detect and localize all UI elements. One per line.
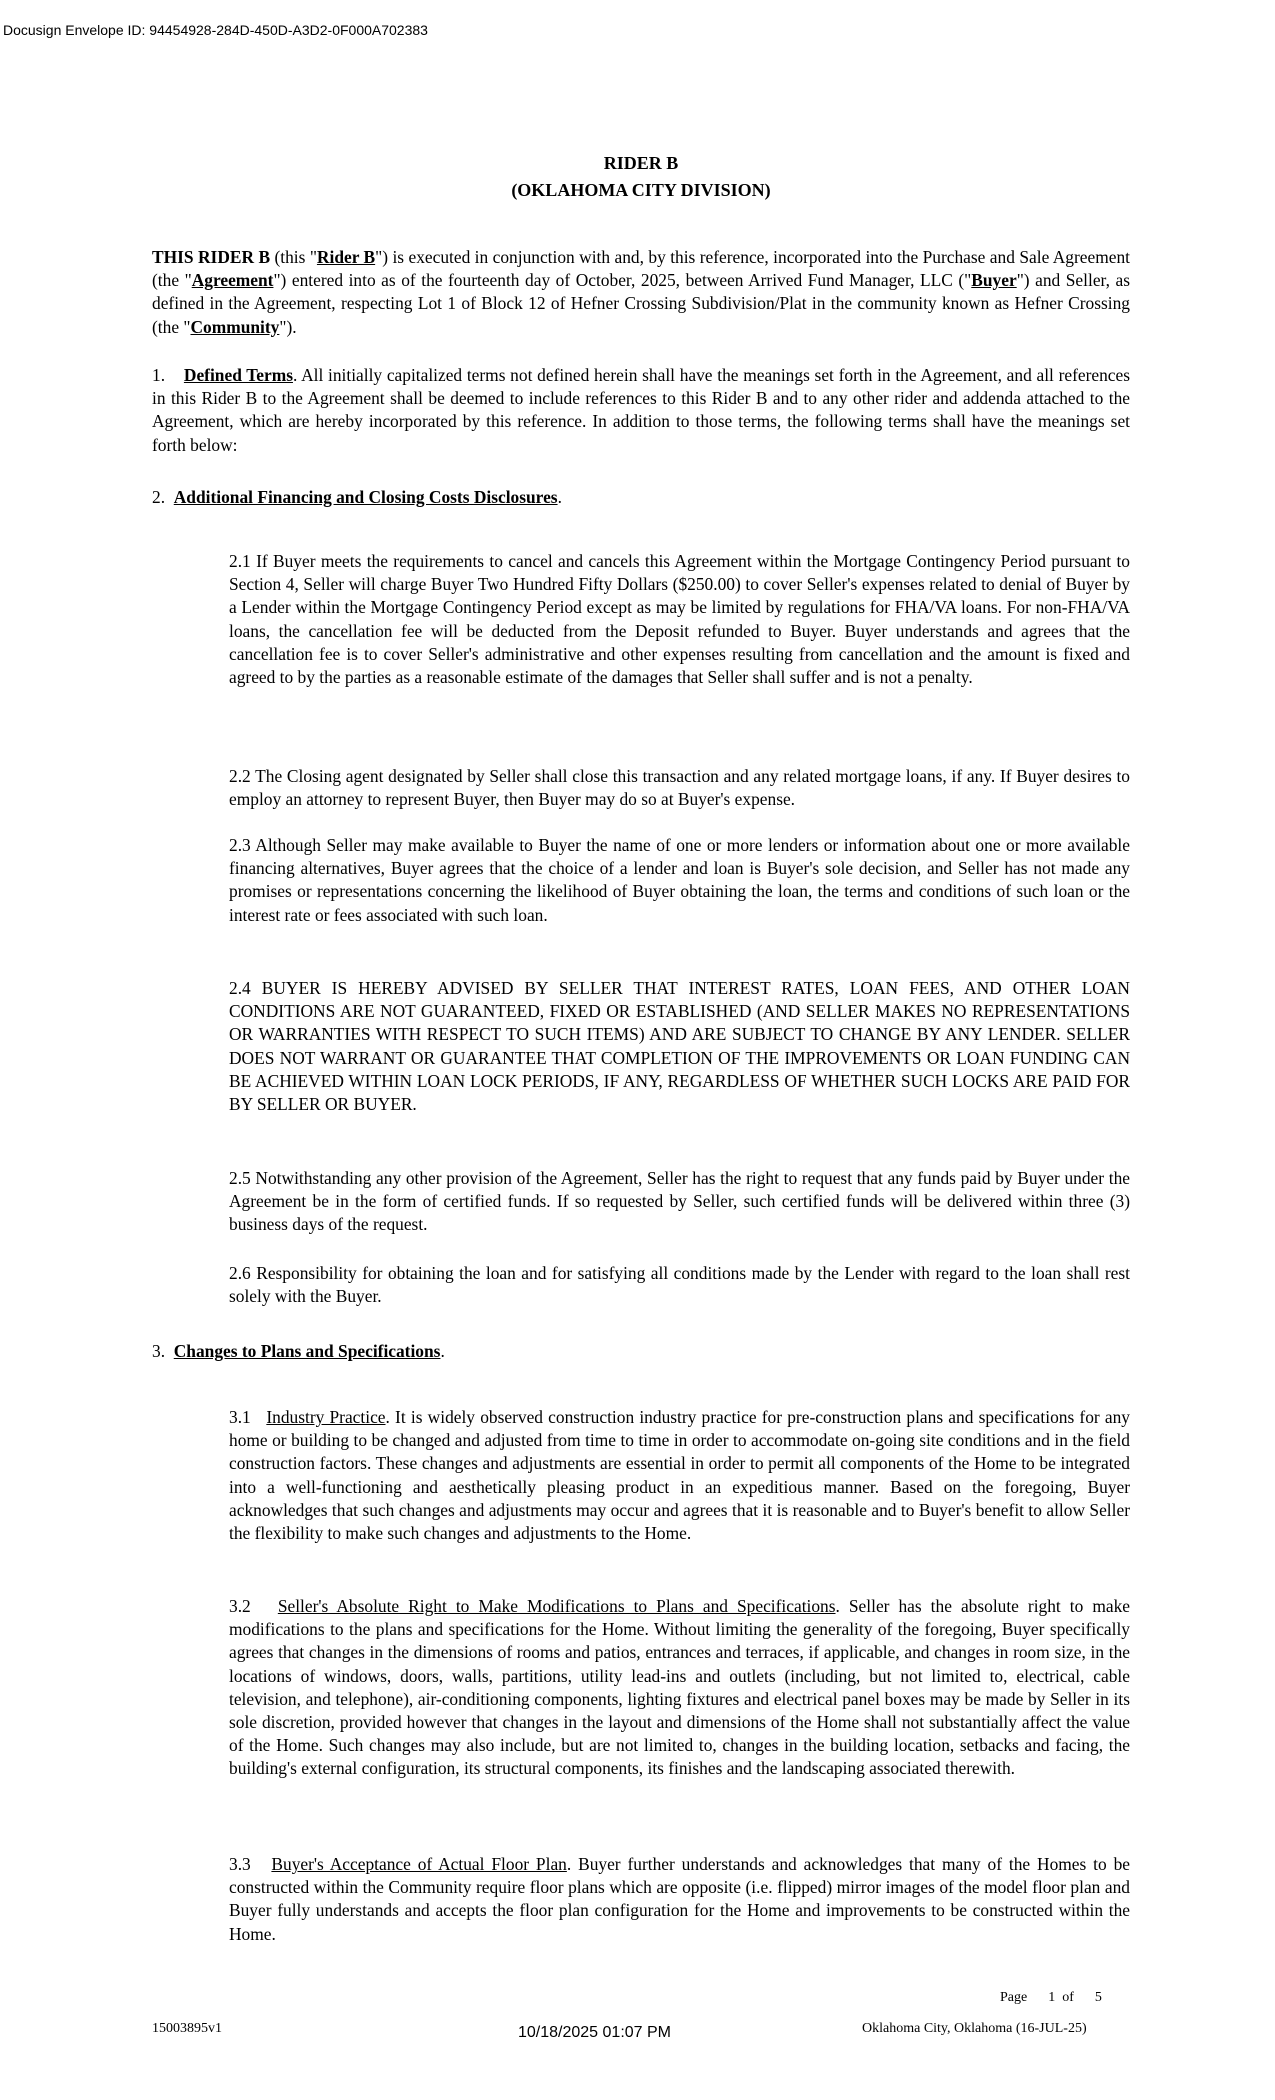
intro-lead: THIS RIDER B (152, 247, 271, 267)
intro-text-2: ") is executed in conjunction with and, by this reference, incorporated into the Purchase and Sale Agreement (the " (152, 247, 1131, 291)
paragraph-3-2-text: . Seller has the absolute right to make modifications to the plans and specifications for the Home. Without limiting the generality of the foregoing, Buyer specifically agrees that changes in the dimensions of rooms and patios, entrances and terraces, if applicable, and changes in room size, in the locations of windows, doors, walls, partitions, utility lead-ins and outlets (including, but not limited to, electrical, cable television, and telephone), air-conditioning components, lighting fixtures and electrical panel boxes may be made by Seller in its sole discretion, provided however that changes in the layout and dimensions of the Home shall not substantially affect the value of the Home. Such changes may also include, but are not limited to, changes in the building location, setbacks and facing, the building's external configuration, its structural components, its finishes and the landscaping associated therewith. (229, 1596, 1130, 1779)
intro-paragraph (152, 246, 1130, 339)
section-2-heading-line (152, 486, 1130, 509)
section-1-heading: Defined Terms (183, 365, 293, 385)
paragraph-3-1-number: 3.1 (229, 1407, 251, 1427)
section-3-number: 3. (152, 1341, 166, 1361)
paragraph-2-4: 2.4 BUYER IS HEREBY ADVISED BY SELLER THAT INTEREST RATES, LOAN FEES, AND OTHER LOAN CONDITIONS ARE NOT GUARANTEED, FIXED OR ESTABLISHED (AND SELLER MAKES NO REPRESENTATIONS OR WARRANTIES WITH RESPECT TO SUCH ITEMS) AND ARE SUBJECT TO CHANGE BY ANY LENDER. SELLER DOES NOT WARRANT OR GUARANTEE THAT COMPLETION OF THE IMPROVEMENTS OR LOAN FUNDING CAN BE ACHIEVED WITHIN LOAN LOCK PERIODS, IF ANY, REGARDLESS OF WHETHER SUCH LOCKS ARE PAID FOR BY SELLER OR BUYER. (229, 978, 1130, 1115)
paragraph-3-3-text: . Buyer further understands and acknowledges that many of the Homes to be constructed within the Community require floor plans which are opposite (i.e. flipped) mirror images of the model floor plan and Buyer fully understands and accepts the floor plan configuration for the Home and improvements to be constructed within the Home. (229, 1854, 1130, 1944)
section-1-defined-terms (152, 364, 1130, 457)
section-3-heading-line (152, 1340, 1130, 1363)
page-indicator (1000, 1990, 1102, 2006)
signing-timestamp: 10/18/2025 01:07 PM (518, 2024, 672, 2041)
page-title (152, 150, 1130, 204)
title-line-2: (OKLAHOMA CITY DIVISION) (511, 180, 771, 200)
intro-text-1: (this " (270, 247, 317, 267)
paragraph-3-2-number: 3.2 (229, 1596, 251, 1616)
paragraph-3-1-heading: Industry Practice (266, 1407, 386, 1427)
paragraph-2-5: 2.5 Notwithstanding any other provision of the Agreement, Seller has the right to request that any funds paid by Buyer under the Agreement be in the form of certified funds. If so requested by Seller, such certified funds will be delivered within three (3) business days of the request. (229, 1168, 1130, 1235)
paragraph-3-1 (229, 1406, 1130, 1545)
page-label: Page (1000, 1990, 1028, 2005)
paragraph-3-1-text: . It is widely observed construction industry practice for pre-construction plans and specifications for any home or building to be changed and adjusted from time to time in order to accommodate on-going site conditions and in the field construction factors. These changes and adjustments are essential in order to permit all components of the Home to be integrated into a well-functioning and aesthetically pleasing product in an expeditious manner. Based on the foregoing, Buyer acknowledges that such changes and adjustments may occur and agrees that it is reasonable and to Buyer's benefit to allow Seller the flexibility to make such changes and adjustments to the Home. (229, 1407, 1131, 1544)
paragraph-3-2 (229, 1595, 1130, 1781)
defined-term-rider-b: Rider B (316, 247, 376, 267)
paragraph-3-3-number: 3.3 (229, 1854, 251, 1874)
intro-text-4: ") and Seller, as defined in the Agreement, respecting Lot 1 of Block 12 of Hefner Crossing Subdivision/Plat in the community known as Hefner Crossing (the " (152, 270, 1131, 337)
section-2-period: . (557, 487, 562, 507)
defined-term-community: Community (190, 316, 280, 337)
intro-text-3: ") entered into as of the fourteenth day of October, 2025, between Arrived Fund Manager, LLC (" (273, 270, 972, 291)
intro-text-5: "). (279, 316, 297, 337)
defined-term-agreement: Agreement (191, 270, 274, 291)
paragraph-2-3: 2.3 Although Seller may make available to Buyer the name of one or more lenders or information about one or more available financing alternatives, Buyer agrees that the choice of a lender and loan is Buyer's sole decision, and Seller has not made any promises or representations concerning the likelihood of Buyer obtaining the loan, the terms and conditions of such loan or the interest rate or fees associated with such loan. (229, 835, 1130, 925)
paragraph-2-6: 2.6 Responsibility for obtaining the loan and for satisfying all conditions made by the Lender with regard to the loan shall rest solely with the Buyer. (229, 1263, 1130, 1307)
document-code: 15003895v1 (152, 2021, 222, 2036)
section-2-number: 2. (152, 487, 166, 507)
paragraph-3-2-heading: Seller's Absolute Right to Make Modifications to Plans and Specifications (277, 1596, 836, 1616)
section-2-heading: Additional Financing and Closing Costs Disclosures (173, 487, 558, 507)
page-of: of (1062, 1990, 1074, 2005)
paragraph-3-3-heading: Buyer's Acceptance of Actual Floor Plan (271, 1854, 567, 1874)
page-total: 5 (1094, 1990, 1102, 2005)
section-3-heading: Changes to Plans and Specifications (173, 1341, 441, 1361)
paragraph-3-3 (229, 1853, 1130, 1946)
defined-term-buyer: Buyer (971, 270, 1017, 291)
section-1-text: . All initially capitalized terms not defined herein shall have the meanings set forth in the Agreement, and all references in this Rider B to the Agreement shall be deemed to include references to this Rider B and to any other rider and addenda attached to the Agreement, which are hereby incorporated by this reference. In addition to those terms, the following terms shall have the meanings set forth below: (152, 365, 1130, 455)
document-location-version: Oklahoma City, Oklahoma (16-JUL-25) (862, 2021, 1087, 2036)
paragraph-2-2: 2.2 The Closing agent designated by Seller shall close this transaction and any related mortgage loans, if any. If Buyer desires to employ an attorney to represent Buyer, then Buyer may do so at Buyer's expense. (229, 766, 1130, 810)
title-line-1: RIDER B (603, 153, 679, 173)
paragraph-2-1: 2.1 If Buyer meets the requirements to cancel and cancels this Agreement within the Mortgage Contingency Period pursuant to Section 4, Seller will charge Buyer Two Hundred Fifty Dollars ($250.00) to cover Seller's expenses related to denial of Buyer by a Lender within the Mortgage Contingency Period except as may be limited by regulations for FHA/VA loans. For non-FHA/VA loans, the cancellation fee will be deducted from the Deposit refunded to Buyer. Buyer understands and agrees that the cancellation fee is to cover Seller's administrative and other expenses resulting from cancellation and the amount is fixed and agreed to by the parties as a reasonable estimate of the damages that Seller shall suffer and is not a penalty. (229, 551, 1130, 688)
section-3-period: . (440, 1341, 445, 1361)
envelope-id: Docusign Envelope ID: 94454928-284D-450D-A3D2-0F000A702383 (3, 22, 428, 38)
section-1-number: 1. (152, 365, 166, 385)
page-number: 1 (1048, 1990, 1056, 2005)
